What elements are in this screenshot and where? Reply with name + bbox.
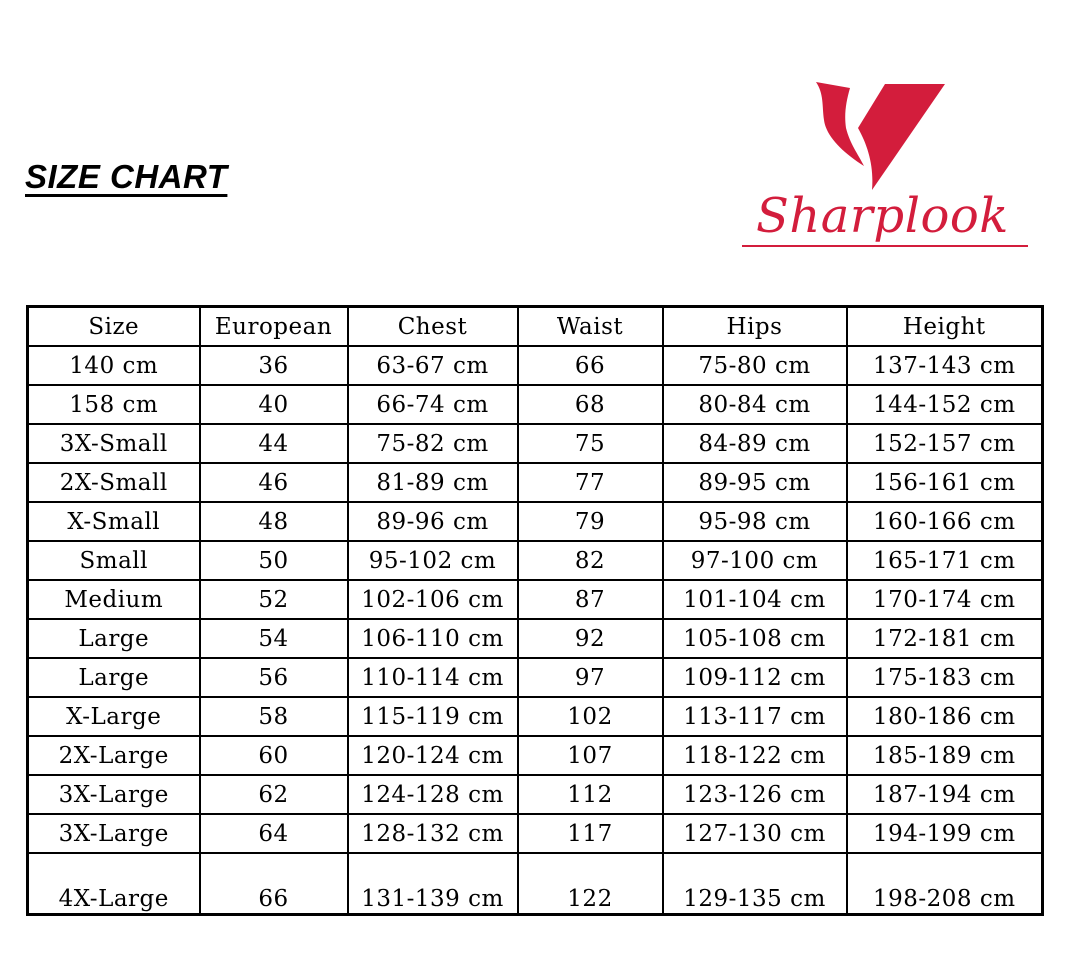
cell-size: Large xyxy=(28,658,200,697)
cell-european: 54 xyxy=(200,619,348,658)
cell-european: 56 xyxy=(200,658,348,697)
logo-underline xyxy=(742,245,1028,247)
table-row xyxy=(28,463,1043,502)
table-row xyxy=(28,658,1043,697)
cell-chest: 66-74 cm xyxy=(348,385,518,424)
cell-waist: 87 xyxy=(518,580,663,619)
header-height: Height xyxy=(847,307,1043,347)
cell-waist: 68 xyxy=(518,385,663,424)
cell-waist: 77 xyxy=(518,463,663,502)
cell-height: 175-183 cm xyxy=(847,658,1043,697)
cell-height: 172-181 cm xyxy=(847,619,1043,658)
cell-height: 165-171 cm xyxy=(847,541,1043,580)
cell-hips: 129-135 cm xyxy=(663,853,847,915)
cell-size: Small xyxy=(28,541,200,580)
table-header-row xyxy=(28,307,1043,347)
table-row xyxy=(28,502,1043,541)
cell-hips: 109-112 cm xyxy=(663,658,847,697)
cell-hips: 101-104 cm xyxy=(663,580,847,619)
cell-waist: 82 xyxy=(518,541,663,580)
cell-size: 3X-Small xyxy=(28,424,200,463)
cell-european: 64 xyxy=(200,814,348,853)
cell-chest: 89-96 cm xyxy=(348,502,518,541)
cell-height: 194-199 cm xyxy=(847,814,1043,853)
cell-european: 60 xyxy=(200,736,348,775)
size-chart-table xyxy=(26,305,1044,916)
cell-size: Large xyxy=(28,619,200,658)
page-title: SIZE CHART xyxy=(25,158,228,195)
cell-hips: 127-130 cm xyxy=(663,814,847,853)
cell-size: X-Small xyxy=(28,502,200,541)
cell-chest: 75-82 cm xyxy=(348,424,518,463)
cell-waist: 122 xyxy=(518,853,663,915)
cell-size: 4X-Large xyxy=(28,853,200,915)
cell-hips: 105-108 cm xyxy=(663,619,847,658)
cell-waist: 107 xyxy=(518,736,663,775)
cell-height: 144-152 cm xyxy=(847,385,1043,424)
cell-height: 198-208 cm xyxy=(847,853,1043,915)
cell-hips: 75-80 cm xyxy=(663,346,847,385)
cell-european: 48 xyxy=(200,502,348,541)
cell-chest: 120-124 cm xyxy=(348,736,518,775)
cell-european: 40 xyxy=(200,385,348,424)
table-row xyxy=(28,424,1043,463)
cell-hips: 113-117 cm xyxy=(663,697,847,736)
cell-height: 180-186 cm xyxy=(847,697,1043,736)
cell-height: 160-166 cm xyxy=(847,502,1043,541)
table-row xyxy=(28,736,1043,775)
cell-height: 170-174 cm xyxy=(847,580,1043,619)
cell-european: 62 xyxy=(200,775,348,814)
logo-wordmark: Sharplook xyxy=(756,188,1009,244)
table-row xyxy=(28,541,1043,580)
header-hips: Hips xyxy=(663,307,847,347)
cell-size: 3X-Large xyxy=(28,775,200,814)
cell-hips: 95-98 cm xyxy=(663,502,847,541)
cell-chest: 131-139 cm xyxy=(348,853,518,915)
cell-chest: 128-132 cm xyxy=(348,814,518,853)
cell-chest: 115-119 cm xyxy=(348,697,518,736)
cell-chest: 95-102 cm xyxy=(348,541,518,580)
cell-size: 3X-Large xyxy=(28,814,200,853)
cell-european: 44 xyxy=(200,424,348,463)
cell-waist: 102 xyxy=(518,697,663,736)
cell-chest: 106-110 cm xyxy=(348,619,518,658)
cell-waist: 79 xyxy=(518,502,663,541)
cell-european: 50 xyxy=(200,541,348,580)
header-european: European xyxy=(200,307,348,347)
cell-size: 140 cm xyxy=(28,346,200,385)
cell-height: 156-161 cm xyxy=(847,463,1043,502)
cell-european: 52 xyxy=(200,580,348,619)
table-row xyxy=(28,619,1043,658)
cell-hips: 80-84 cm xyxy=(663,385,847,424)
header-waist: Waist xyxy=(518,307,663,347)
cell-height: 187-194 cm xyxy=(847,775,1043,814)
cell-chest: 124-128 cm xyxy=(348,775,518,814)
cell-european: 46 xyxy=(200,463,348,502)
cell-waist: 97 xyxy=(518,658,663,697)
cell-size: 2X-Small xyxy=(28,463,200,502)
cell-chest: 63-67 cm xyxy=(348,346,518,385)
cell-hips: 97-100 cm xyxy=(663,541,847,580)
table-row xyxy=(28,697,1043,736)
cell-chest: 110-114 cm xyxy=(348,658,518,697)
table-row xyxy=(28,346,1043,385)
cell-hips: 84-89 cm xyxy=(663,424,847,463)
cell-waist: 92 xyxy=(518,619,663,658)
header-chest: Chest xyxy=(348,307,518,347)
cell-waist: 112 xyxy=(518,775,663,814)
cell-chest: 102-106 cm xyxy=(348,580,518,619)
table-row xyxy=(28,385,1043,424)
table-row xyxy=(28,853,1043,915)
header-size: Size xyxy=(28,307,200,347)
cell-european: 36 xyxy=(200,346,348,385)
cell-hips: 89-95 cm xyxy=(663,463,847,502)
cell-european: 58 xyxy=(200,697,348,736)
cell-size: 2X-Large xyxy=(28,736,200,775)
table-row xyxy=(28,814,1043,853)
cell-chest: 81-89 cm xyxy=(348,463,518,502)
cell-hips: 118-122 cm xyxy=(663,736,847,775)
cell-waist: 117 xyxy=(518,814,663,853)
cell-european: 66 xyxy=(200,853,348,915)
cell-size: X-Large xyxy=(28,697,200,736)
sharplook-logo xyxy=(740,80,1030,270)
cell-height: 152-157 cm xyxy=(847,424,1043,463)
cell-height: 185-189 cm xyxy=(847,736,1043,775)
cell-size: Medium xyxy=(28,580,200,619)
cell-hips: 123-126 cm xyxy=(663,775,847,814)
table-row xyxy=(28,580,1043,619)
cell-waist: 75 xyxy=(518,424,663,463)
table-row xyxy=(28,775,1043,814)
cell-waist: 66 xyxy=(518,346,663,385)
cell-size: 158 cm xyxy=(28,385,200,424)
cell-height: 137-143 cm xyxy=(847,346,1043,385)
